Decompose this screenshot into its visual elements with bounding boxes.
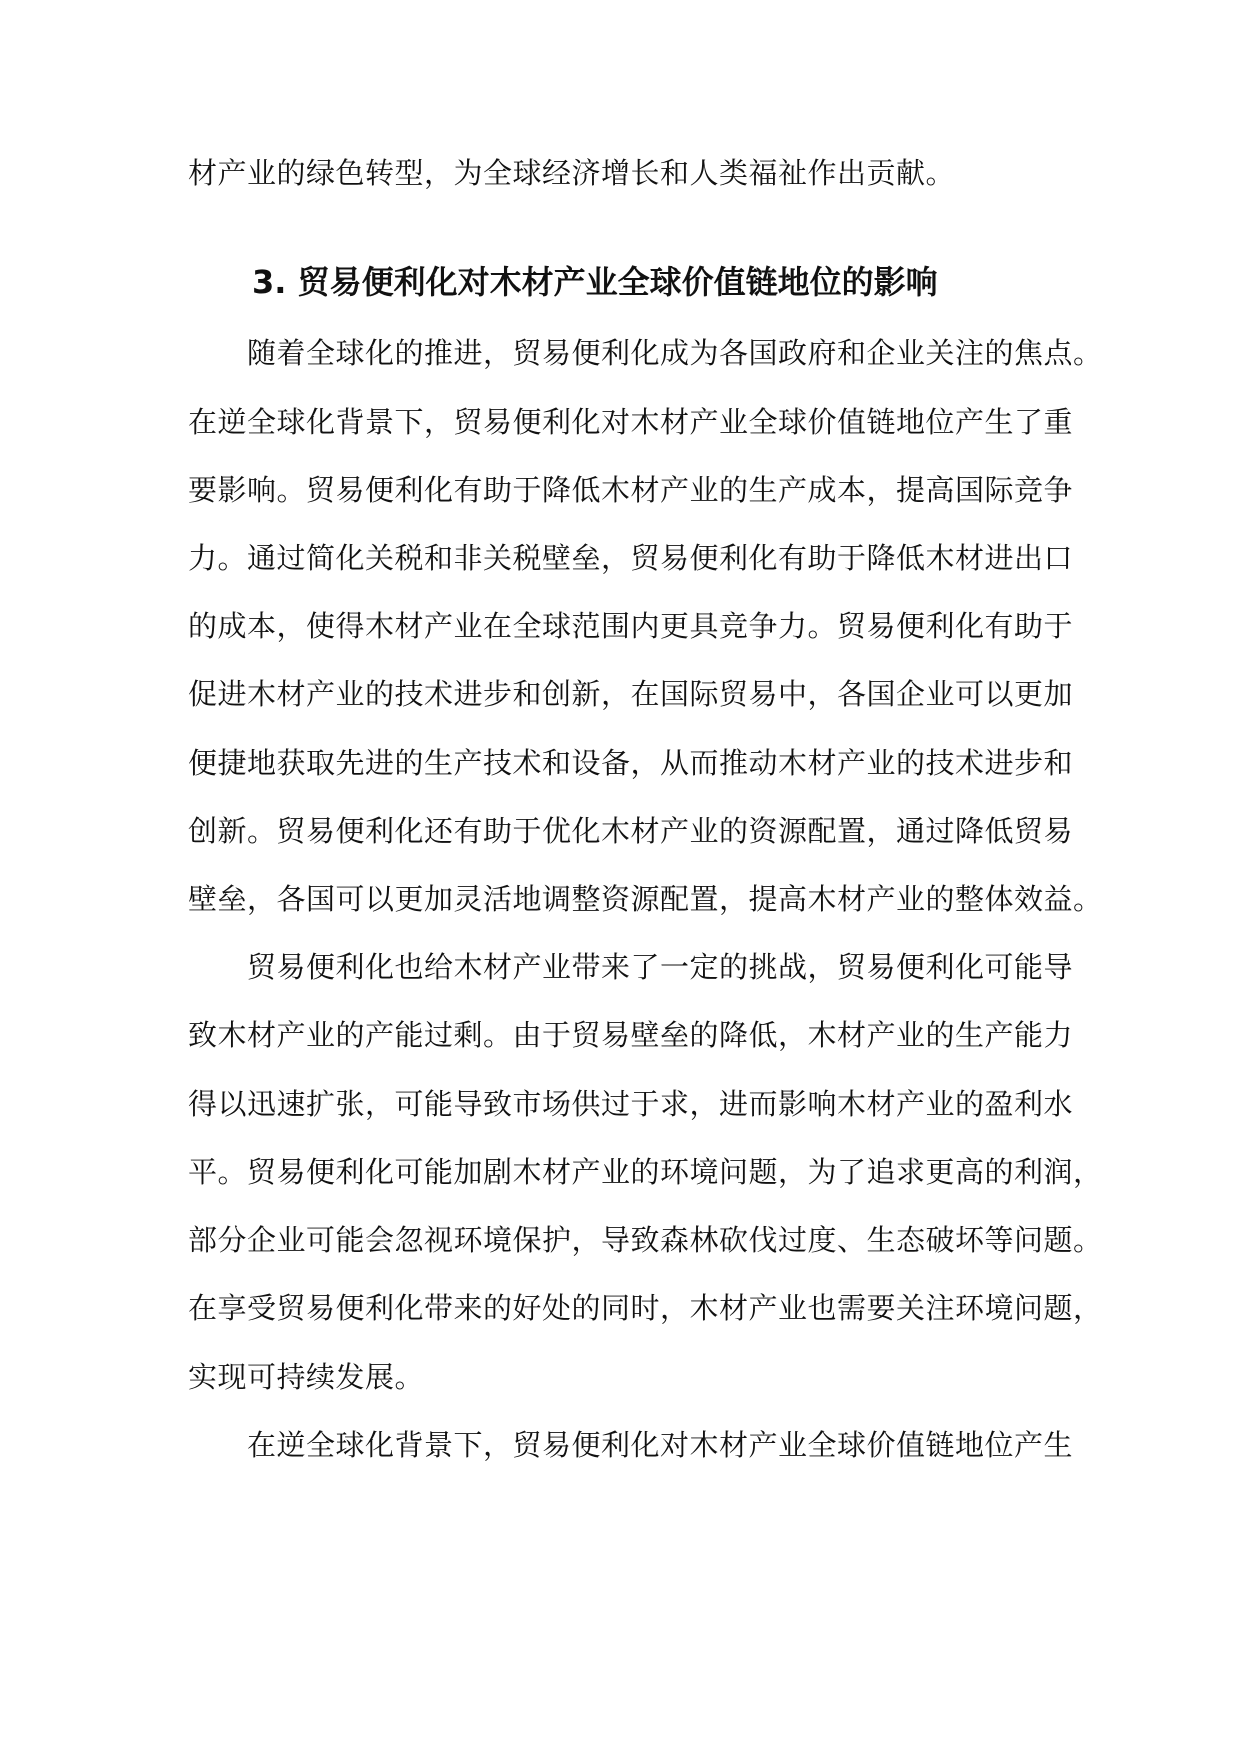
paragraph-1-line-6: 促进木材产业的技术进步和创新，在国际贸易中，各国企业可以更加 — [188, 677, 1074, 711]
paragraph-3-line-1: 在逆全球化背景下，贸易便利化对木材产业全球价值链地位产生 — [247, 1428, 1074, 1462]
text-line-carryover: 材产业的绿色转型，为全球经济增长和人类福祉作出贡献。 — [188, 156, 956, 190]
paragraph-2-line-7: 实现可持续发展。 — [188, 1360, 425, 1394]
paragraph-1-line-2: 在逆全球化背景下，贸易便利化对木材产业全球价值链地位产生了重 — [188, 405, 1074, 439]
paragraph-1-line-4: 力。通过简化关税和非关税壁垒，贸易便利化有助于降低木材进出口 — [188, 541, 1074, 575]
paragraph-2-line-5: 部分企业可能会忽视环境保护，导致森林砍伐过度、生态破坏等问题。 — [188, 1223, 1103, 1257]
paragraph-1-line-9: 壁垒，各国可以更加灵活地调整资源配置，提高木材产业的整体效益。 — [188, 882, 1103, 916]
paragraph-2-line-2: 致木材产业的产能过剩。由于贸易壁垒的降低，木材产业的生产能力 — [188, 1018, 1074, 1052]
paragraph-2-line-3: 得以迅速扩张，可能导致市场供过于求，进而影响木材产业的盈利水 — [188, 1087, 1074, 1121]
paragraph-1-line-1: 随着全球化的推进，贸易便利化成为各国政府和企业关注的焦点。 — [247, 336, 1103, 370]
section-heading: 3. 贸易便利化对木材产业全球价值链地位的影响 — [252, 263, 938, 301]
paragraph-2-line-4: 平。贸易便利化可能加剧木材产业的环境问题，为了追求更高的利润， — [188, 1155, 1103, 1189]
paragraph-1-line-5: 的成本，使得木材产业在全球范围内更具竞争力。贸易便利化有助于 — [188, 609, 1074, 643]
paragraph-2-line-6: 在享受贸易便利化带来的好处的同时，木材产业也需要关注环境问题， — [188, 1291, 1103, 1325]
paragraph-1-line-7: 便捷地获取先进的生产技术和设备，从而推动木材产业的技术进步和 — [188, 746, 1074, 780]
paragraph-1-line-8: 创新。贸易便利化还有助于优化木材产业的资源配置，通过降低贸易 — [188, 814, 1074, 848]
paragraph-2-line-1: 贸易便利化也给木材产业带来了一定的挑战，贸易便利化可能导 — [247, 950, 1074, 984]
paragraph-1-line-3: 要影响。贸易便利化有助于降低木材产业的生产成本，提高国际竞争 — [188, 473, 1074, 507]
